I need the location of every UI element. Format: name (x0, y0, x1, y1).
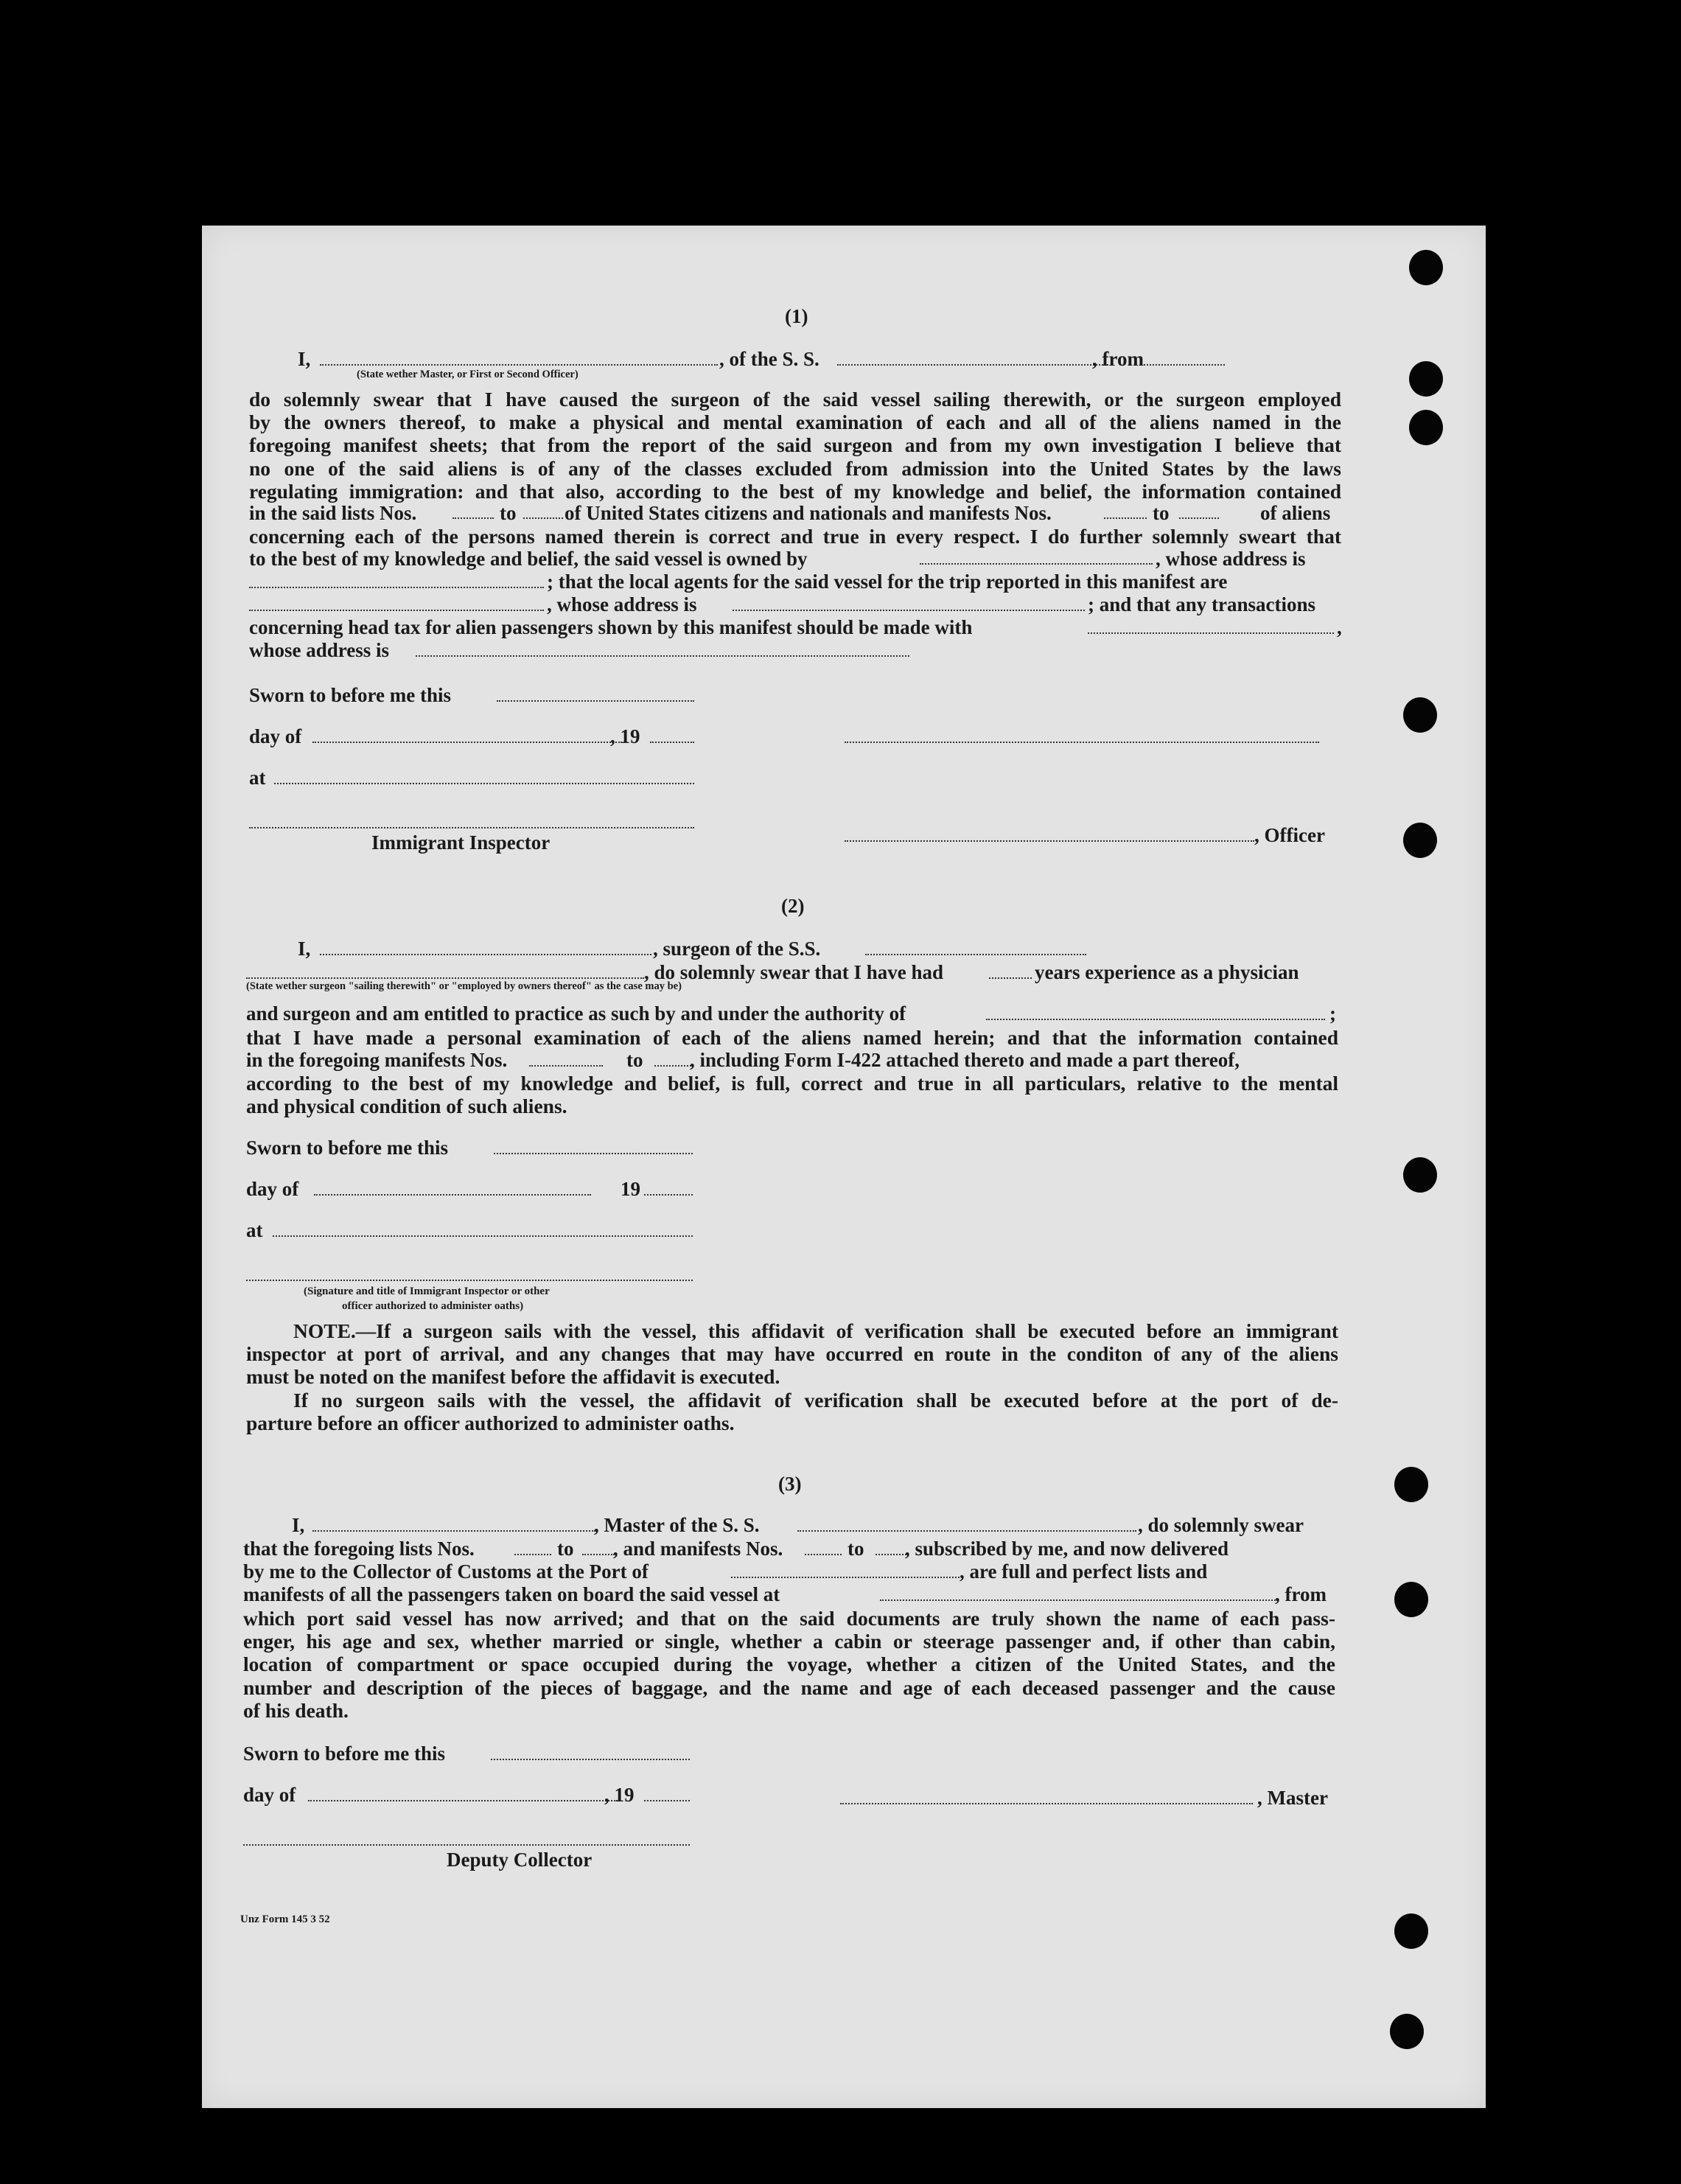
subscribed-label: , subscribed by me, and now delivered (905, 1538, 1229, 1560)
collector-signature-field[interactable] (243, 1844, 690, 1846)
form-number: Unz Form 145 3 52 (240, 1913, 330, 1925)
surgeon-name-field[interactable] (320, 954, 651, 955)
at-field[interactable] (274, 783, 694, 784)
officer-signature-field[interactable] (845, 742, 1319, 743)
surgeon-manifests-to-field[interactable] (654, 1065, 691, 1067)
day-of-label: day of (246, 1178, 299, 1200)
inspector-signature-field[interactable] (249, 827, 694, 828)
master-name-field[interactable] (320, 364, 718, 366)
punch-hole (1409, 250, 1443, 285)
to-label: to (848, 1538, 864, 1560)
note-line: inspector at port of arrival, and any changes that may have occurred en route in the conditon of any of the aliens (246, 1342, 1338, 1366)
note-line: must be noted on the manifest before the affidavit is executed. (246, 1365, 780, 1389)
section-1-line: no one of the said aliens is of any of the classes excluded from admission into the United States by the laws (249, 456, 1341, 480)
month-field[interactable] (308, 1800, 618, 1801)
foregoing-lists-label: that the foregoing lists Nos. (243, 1538, 475, 1560)
section-1-number: (1) (785, 305, 808, 327)
note-line: If no surgeon sails with the vessel, the affidavit of verification shall be executed before at the port of de- (293, 1388, 1338, 1412)
year-field[interactable] (650, 742, 694, 743)
punch-hole (1394, 1582, 1428, 1617)
surgeon-caption: (State wether surgeon "sailing therewith" or "employed by owners thereof" as the case may be) (246, 980, 682, 992)
authority-field[interactable] (986, 1019, 1325, 1020)
section-1-line: do solemnly swear that I have caused the surgeon of the said vessel sailing therewith, or the surgeon employed (249, 388, 1341, 411)
manifests-from-field[interactable] (805, 1554, 842, 1555)
note-line: parture before an officer authorized to administer oaths. (246, 1411, 735, 1434)
to-label: to (557, 1538, 574, 1560)
form-i422-label: , including Form I-422 attached thereto and made a part thereof, (690, 1049, 1240, 1071)
section-1-line-7 (249, 525, 1341, 548)
section-2-i-label: I, (298, 938, 311, 960)
head-tax-label: concerning head tax for alien passengers shown by this manifest should be made with (249, 616, 973, 638)
year-label: , 19 (610, 725, 640, 747)
master-of-label: , Master of the S. S. (594, 1514, 760, 1536)
local-agents-label: ; that the local agents for the said vessel for the trip reported in this manifest are (547, 571, 1228, 593)
lists-nos-label: in the said lists Nos. (249, 502, 417, 524)
citizens-label: of United States citizens and nationals and manifests Nos. (565, 502, 1052, 524)
punch-hole (1409, 410, 1443, 445)
surgeon-vessel-field[interactable] (865, 954, 1086, 955)
signature-caption: officer authorized to administer oaths) (342, 1300, 524, 1312)
head-tax-field[interactable] (1088, 632, 1334, 634)
surgeon-status-field[interactable] (246, 977, 644, 979)
swear-label: , do solemnly swear that I have had (644, 961, 944, 983)
head-tax-address-field[interactable] (416, 655, 909, 657)
form-sheet (202, 226, 1486, 2108)
departure-port-field[interactable] (880, 1599, 1278, 1601)
local-agents-field[interactable] (249, 610, 544, 611)
section-1-line: regulating immigration: and that also, according to the best of my knowledge and belief, the information contained (249, 479, 1341, 503)
section-3-number: (3) (778, 1473, 802, 1495)
sworn-label: Sworn to before me this (246, 1137, 448, 1159)
lists-to-field[interactable] (523, 517, 563, 519)
day-of-label: day of (249, 725, 302, 747)
owned-by-label: to the best of my knowledge and belief, the said vessel is owned by (249, 548, 808, 570)
year-field[interactable] (644, 1194, 693, 1196)
punch-hole (1403, 823, 1437, 858)
vessel-name-field[interactable] (797, 1530, 1136, 1532)
vessel-name-field[interactable] (837, 364, 1108, 366)
of-ss-label: , of the S. S. (719, 348, 819, 370)
punch-hole (1403, 697, 1437, 733)
owner-address-label: , whose address is (1156, 548, 1306, 570)
punch-hole (1403, 1157, 1437, 1193)
section-1-line: concerning each of the persons named therein is correct and true in every respect. I do further solemnly sweart that (249, 525, 1341, 548)
section-2-body-end (246, 1072, 1338, 1117)
lists-from-field[interactable] (514, 1554, 551, 1555)
owner-address-field[interactable] (249, 587, 544, 588)
immigrant-inspector-label: Immigrant Inspector (371, 831, 551, 854)
section-3-line: number and description of the pieces of baggage, and the name and age of each deceased passenger and the cause (243, 1675, 1335, 1699)
taken-on-board-label: manifests of all the passengers taken on board the said vessel at (243, 1583, 780, 1605)
collector-port-label: by me to the Collector of Customs at the Port of (243, 1560, 649, 1583)
note-block (246, 1319, 1338, 1434)
lists-to-field[interactable] (582, 1554, 615, 1555)
section-2-number: (2) (781, 895, 805, 917)
section-2-line: according to the best of my knowledge and belief, is full, correct and true in all particulars, relative to the mental (246, 1072, 1338, 1095)
at-label: at (249, 767, 266, 789)
years-experience-label: years experience as a physician (1035, 961, 1299, 983)
transactions-label: ; and that any transactions (1088, 593, 1316, 615)
to-label: to (1153, 502, 1170, 524)
at-label: at (246, 1219, 263, 1241)
lists-from-field[interactable] (452, 517, 494, 519)
officer-caption: (State wether Master, or First or Second Officer) (357, 369, 579, 380)
punch-hole (1409, 361, 1443, 397)
port-field[interactable] (731, 1577, 960, 1578)
officer-label: , Officer (1254, 824, 1325, 846)
swear-label: , do solemnly swear (1138, 1514, 1304, 1536)
section-1-i-label: I, (298, 348, 311, 370)
authority-label: and surgeon and am entitled to practice as such by and under the authority of (246, 1002, 906, 1025)
officer-name-field[interactable] (845, 840, 1254, 842)
from-label: , from (1092, 348, 1144, 370)
punch-hole (1394, 1467, 1428, 1502)
master-signature-field[interactable] (840, 1803, 1253, 1804)
deputy-collector-label: Deputy Collector (447, 1849, 593, 1871)
section-3-line: of his death. (243, 1698, 349, 1722)
surgeon-of-label: , surgeon of the S.S. (653, 938, 821, 960)
year-field[interactable] (644, 1800, 690, 1801)
whose-address-label: whose address is (249, 639, 390, 661)
day-of-label: day of (243, 1784, 296, 1806)
sworn-label: Sworn to before me this (243, 1742, 445, 1765)
sworn-day-field[interactable] (491, 1759, 690, 1760)
section-1-line: by the owners thereof, to make a physical and mental examination of each and all of the aliens named in the (249, 411, 1341, 434)
month-field[interactable] (312, 742, 622, 743)
to-label: to (626, 1049, 643, 1071)
section-3-i-label: I, (292, 1514, 305, 1536)
section-1-line: foregoing manifest sheets; that from the report of the said surgeon and from my own investigation I believe that (249, 433, 1341, 457)
sworn-day-field[interactable] (497, 700, 694, 702)
comma: , (1337, 616, 1342, 638)
semicolon: ; (1329, 1002, 1336, 1025)
section-2-line-4 (246, 1026, 1338, 1049)
section-2-line: and physical condition of such aliens. (246, 1095, 567, 1118)
to-label: to (500, 502, 517, 524)
section-3-body (243, 1607, 1335, 1722)
punch-hole (1390, 2014, 1424, 2049)
section-3-line: location of compartment or space occupied during the voyage, whether a citizen of the United States, and the (243, 1653, 1335, 1676)
agent-address-label: , whose address is (547, 593, 697, 615)
signature-field[interactable] (246, 1280, 693, 1281)
section-3-line: which port said vessel has now arrived; and that on the said documents are truly shown the name of each pass- (243, 1607, 1335, 1630)
from-label: , from (1275, 1583, 1327, 1605)
sworn-day-field[interactable] (494, 1153, 693, 1154)
section-3-line: enger, his age and sex, whether married or single, whether a cabin or steerage passenger and, if other than cabin, (243, 1630, 1335, 1653)
full-lists-label: , are full and perfect lists and (960, 1560, 1208, 1583)
punch-hole (1394, 1913, 1428, 1949)
section-2-line: that I have made a personal examination of each of the aliens named herein; and that the information contained (246, 1026, 1338, 1049)
manifests-to-field[interactable] (876, 1554, 906, 1555)
foregoing-manifests-label: in the foregoing manifests Nos. (246, 1049, 508, 1071)
section-1-body (249, 388, 1341, 503)
of-aliens-label: of aliens (1260, 502, 1331, 524)
manifests-label: , and manifests Nos. (613, 1538, 783, 1560)
sworn-label: Sworn to before me this (249, 684, 451, 706)
manifests-to-field[interactable] (1179, 517, 1219, 519)
owner-field[interactable] (920, 563, 1153, 565)
master-name-field[interactable] (312, 1530, 595, 1532)
month-field[interactable] (314, 1194, 591, 1196)
year-label: 19 (621, 1178, 640, 1200)
note-line: NOTE.—If a surgeon sails with the vessel, this affidavit of verification shall be executed before an immigrant (293, 1319, 1338, 1342)
year-label: , 19 (604, 1784, 635, 1806)
agent-address-field[interactable] (733, 610, 1085, 611)
from-port-field[interactable] (1144, 364, 1225, 366)
surgeon-manifests-from-field[interactable] (529, 1065, 603, 1067)
signature-caption: (Signature and title of Immigrant Inspector or other (304, 1285, 550, 1297)
years-field[interactable] (989, 977, 1032, 979)
at-field[interactable] (273, 1235, 693, 1237)
master-label: , Master (1257, 1787, 1328, 1809)
manifests-from-field[interactable] (1104, 517, 1147, 519)
